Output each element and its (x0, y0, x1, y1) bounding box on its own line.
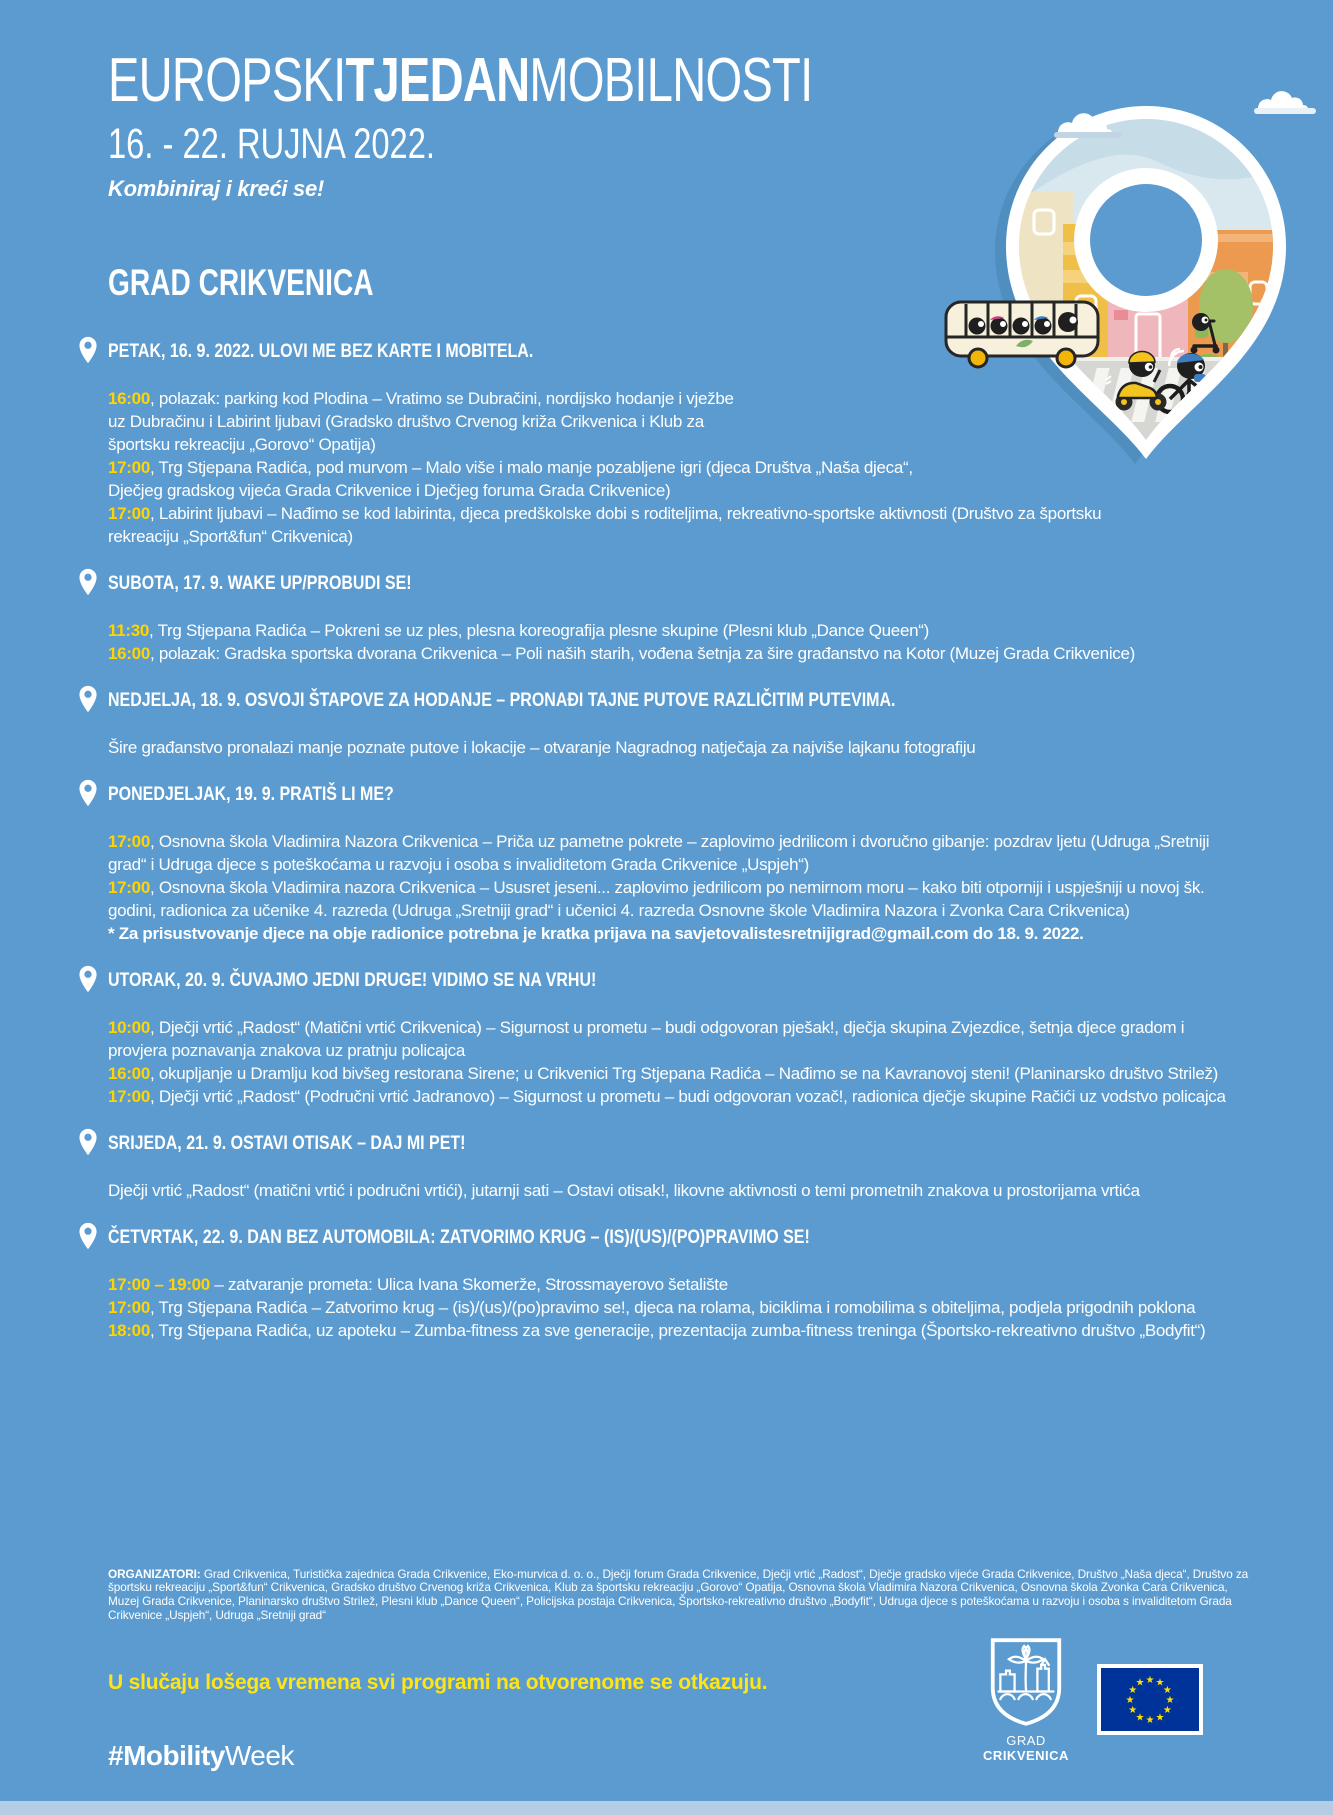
bush-icon (1246, 353, 1280, 371)
event-item: 18:00, Trg Stjepana Radića, uz apoteku – Zumba-fitness za sve generacije, prezentacija zumba-fitness treninga (Športsko-rekreativno društvo „Bodyfit“) (108, 1321, 1206, 1340)
eu-star-icon: ★ (1162, 1705, 1172, 1716)
event-time: 17:00 (108, 504, 150, 523)
city-title: GRAD CRIKVENICA (108, 262, 374, 303)
location-pin-icon (78, 965, 98, 993)
organizers-label: ORGANIZATORI: (108, 1566, 201, 1581)
event-item: 17:00, Trg Stjepana Radića – Zatvorimo krug – (is)/(us)/(po)pravimo se!, djeca na rolama, biciklima i romobilima s obiteljima, podjela prigodnih poklona (108, 1298, 1196, 1317)
event-time: 11:30 (108, 621, 150, 640)
eu-star-icon: ★ (1135, 1677, 1145, 1689)
day-events (108, 1273, 1248, 1342)
bottom-strip (0, 1801, 1333, 1815)
event-item: 17:00, Osnovna škola Vladimira Nazora Crikvenica – Priča uz pametne pokrete – zaplovimo jedrilicom i dvoručno gibanje: pozdrav ljetu (Udruga „Sretniji grad“ i Udruga djece s poteškoćama u razvoju i osoba s invaliditetom Grada Crikvenice „Uspjeh“) (108, 832, 1210, 874)
event-item: 16:00, okupljanje u Dramlju kod bivšeg restorana Sirene; u Crikvenici Trg Stjepana Radića – Nađimo se na Kavranovoj steni! (Planinarsko društvo Strilež) (108, 1064, 1219, 1083)
day-section (108, 1224, 1248, 1342)
day-section (108, 687, 1248, 759)
event-item: 11:30, Trg Stjepana Radića – Pokreni se uz ples, plesna koreografija plesne skupine (Plesni klub „Dance Queen“) (108, 621, 929, 640)
event-time: 17:00 (108, 1087, 150, 1106)
event-note: * Za prisustvovanje djece na obje radionice potrebna je kratka prijava na savjetovalistesretnijigrad@gmail.com do 18. 9. 2022. (108, 924, 1084, 943)
event-time: 17:00 (108, 878, 150, 897)
grad-crikvenica-coat-of-arms (966, 1636, 1086, 1764)
event-item: 16:00, polazak: parking kod Plodina – Vratimo se Dubračini, nordijsko hodanje i vježbe uz Dubračinu i Labirint ljubavi (Gradsko društvo Crvenog križa Crikvenica i Klub za športsku rekreaciju „Gorovo“ Opatija) (108, 389, 734, 454)
event-time: 16:00 (108, 389, 150, 408)
day-heading (108, 338, 1248, 364)
weather-cancellation-notice: U slučaju lošega vremena svi programi na otvorenome se otkazuju. (108, 1671, 768, 1694)
day-heading (108, 1224, 1248, 1250)
day-events (108, 1016, 1248, 1108)
day-section (108, 1130, 1248, 1202)
eu-star-icon: ★ (1128, 1685, 1138, 1696)
pin-hole (1090, 184, 1202, 296)
location-pin-icon (78, 685, 98, 713)
event-time: 18:00 (108, 1321, 150, 1340)
event-item: 17:00 – 19:00 – zatvaranje prometa: Ulica Ivana Skomerže, Strossmayerovo šetalište (108, 1275, 728, 1294)
eu-star-icon: ★ (1135, 1712, 1145, 1724)
title-part-bold: TJEDAN (345, 46, 530, 115)
eu-star-icon: ★ (1155, 1712, 1165, 1724)
cloud-icon (1254, 91, 1316, 114)
day-section (108, 781, 1248, 945)
event-date-range: 16. - 22. RUJNA 2022. (108, 120, 435, 168)
event-item: Šire građanstvo pronalazi manje poznate putove i lokacije – otvaranje Nagradnog natječaja za najviše lajkanu fotografiju (108, 738, 976, 757)
day-events (108, 830, 1248, 945)
eu-flag-icon (1097, 1664, 1203, 1735)
location-pin-icon (78, 568, 98, 596)
coat-of-arms-label-bottom: CRIKVENICA (983, 1747, 1069, 1763)
event-item: Dječji vrtić „Radost“ (matični vrtić i područni vrtići), jutarnji sati – Ostavi otisak!, likovne aktivnosti o temi prometnih znakova u prostorijama vrtića (108, 1181, 1140, 1200)
event-item: 17:00, Osnovna škola Vladimira nazora Crikvenica – Ususret jeseni... zaplovimo jedrilicom po nemirnom moru – kako biti otporniji i uspješniji u novoj šk. godini, radionica za učenike 4. razreda (Udruga „Sretniji grad“ i učenici 4. razreda Osnovne škole Vladimira Nazora i Zvonka Cara Crikvenica) (108, 878, 1205, 920)
event-item: 17:00, Trg Stjepana Radića, pod murvom – Malo više i malo manje pozabljene igri (djeca Društva „Naša djeca“, Dječjeg gradskog vijeća Grada Crikvenice i Dječjeg foruma Grada Crikvenice) (108, 458, 913, 500)
day-heading-text: SUBOTA, 17. 9. WAKE UP/PROBUDI SE! (108, 572, 412, 594)
eu-star-icon: ★ (1162, 1685, 1172, 1696)
event-time: 16:00 (108, 644, 150, 663)
poster-title (108, 48, 1035, 113)
campaign-tagline: Kombiniraj i kreći se! (108, 176, 324, 201)
event-time: 10:00 (108, 1018, 150, 1037)
event-item: 17:00, Labirint ljubavi – Nađimo se kod labirinta, djeca predškolske dobi s roditeljima, rekreativno-sportske aktivnosti (Društvo za športsku rekreaciju „Sport&fun“ Crikvenica) (108, 504, 1102, 546)
title-part-light: EUROPSKI (108, 46, 346, 115)
eu-star-icon: ★ (1145, 1715, 1155, 1726)
coat-of-arms-label-top: GRAD (1006, 1733, 1046, 1748)
eu-star-icon: ★ (1145, 1675, 1155, 1686)
location-pin-icon (78, 1128, 98, 1156)
day-heading-text: ČETVRTAK, 22. 9. DAN BEZ AUTOMOBILA: ZATVORIMO KRUG – (IS)/(US)/(PO)PRAVIMO SE! (108, 1226, 810, 1248)
day-heading (108, 967, 1248, 993)
day-heading (108, 1130, 1248, 1156)
location-pin-icon (78, 336, 98, 364)
mobility-week-hashtag: #MobilityWeek (108, 1740, 294, 1771)
coat-of-arms-shield-icon (988, 1636, 1064, 1728)
day-section (108, 967, 1248, 1108)
title-part-light: MOBILNOSTI (529, 46, 813, 115)
day-section (108, 570, 1248, 665)
event-time: 16:00 (108, 1064, 150, 1083)
day-events (108, 619, 1248, 665)
eu-star-icon: ★ (1155, 1677, 1165, 1689)
eu-star-icon: ★ (1128, 1705, 1138, 1716)
day-events (108, 736, 1248, 759)
event-item: 10:00, Dječji vrtić „Radost“ (Matični vrtić Crikvenica) – Sigurnost u prometu – budi odgovoran pješak!, dječja skupina Zvjezdice, šetnja djece gradom i provjera poznavanja znakova uz pratnju policajca (108, 1018, 1185, 1060)
day-heading-text: PETAK, 16. 9. 2022. ULOVI ME BEZ KARTE I MOBITELA. (108, 340, 534, 362)
event-item: 17:00, Dječji vrtić „Radost“ (Područni vrtić Jadranovo) – Sigurnost u prometu – budi odgovoran vozač!, radionica dječje skupine Račići uz vodstvo policajca (108, 1087, 1226, 1106)
day-section (108, 338, 1248, 548)
event-time: 17:00 – 19:00 (108, 1275, 210, 1294)
days-list (108, 338, 1248, 1364)
eu-star-icon: ★ (1165, 1695, 1175, 1706)
event-time: 17:00 (108, 832, 150, 851)
day-events (108, 1179, 1248, 1202)
event-time: 17:00 (108, 1298, 150, 1317)
day-heading-text: SRIJEDA, 21. 9. OSTAVI OTISAK – DAJ MI PET! (108, 1132, 466, 1154)
day-heading (108, 781, 1248, 807)
day-heading-text: PONEDJELJAK, 19. 9. PRATIŠ LI ME? (108, 783, 394, 805)
location-pin-icon (78, 1222, 98, 1250)
day-heading-text: NEDJELJA, 18. 9. OSVOJI ŠTAPOVE ZA HODANJE – PRONAĐI TAJNE PUTOVE RAZLIČITIM PUTEVIMA. (108, 689, 896, 711)
organizers-text: ORGANIZATORI: Grad Crikvenica, Turistička zajednica Grada Crikvenice, Eko-murvica d. o. o., Dječji forum Grada Crikvenice, Dječji vrtić „Radost“, Dječje gradsko vijeće Grada Crikvenice, Društvo „Naša djeca“, Društvo za športsku rekreaciju „Sport&fun“ Crikvenica, Gradsko društvo Crvenog križa Crikvenica, Klub za športsku rekreaciju „Gorovo“ Opatija, Osnovna škola Vladimira Nazora Crikvenica, Osnovna škola Zvonka Cara Crikvenica, Muzej Grada Crikvenice, Planinarsko društvo Strilež, Plesni klub „Dance Queen“, Policijska postaja Crikvenica, Športsko-rekreativno društvo „Bodyfit“, Udruga djece s poteškoćama u razvoju i osoba s invaliditetom Grada Crikvenice „Uspjeh“, Udruga „Sretniji grad“ (108, 1566, 1249, 1622)
eu-star-icon: ★ (1125, 1695, 1135, 1706)
day-heading (108, 570, 1248, 596)
event-item: 16:00, polazak: Gradska sportska dvorana Crikvenica – Poli naših starih, vođena šetnja za šire građanstvo na Kotor (Muzej Grada Crikvenice) (108, 644, 1136, 663)
location-pin-icon (78, 779, 98, 807)
day-heading-text: UTORAK, 20. 9. ČUVAJMO JEDNI DRUGE! VIDIMO SE NA VRHU! (108, 969, 597, 991)
event-time: 17:00 (108, 458, 150, 477)
day-heading (108, 687, 1248, 713)
day-events (108, 387, 1248, 548)
